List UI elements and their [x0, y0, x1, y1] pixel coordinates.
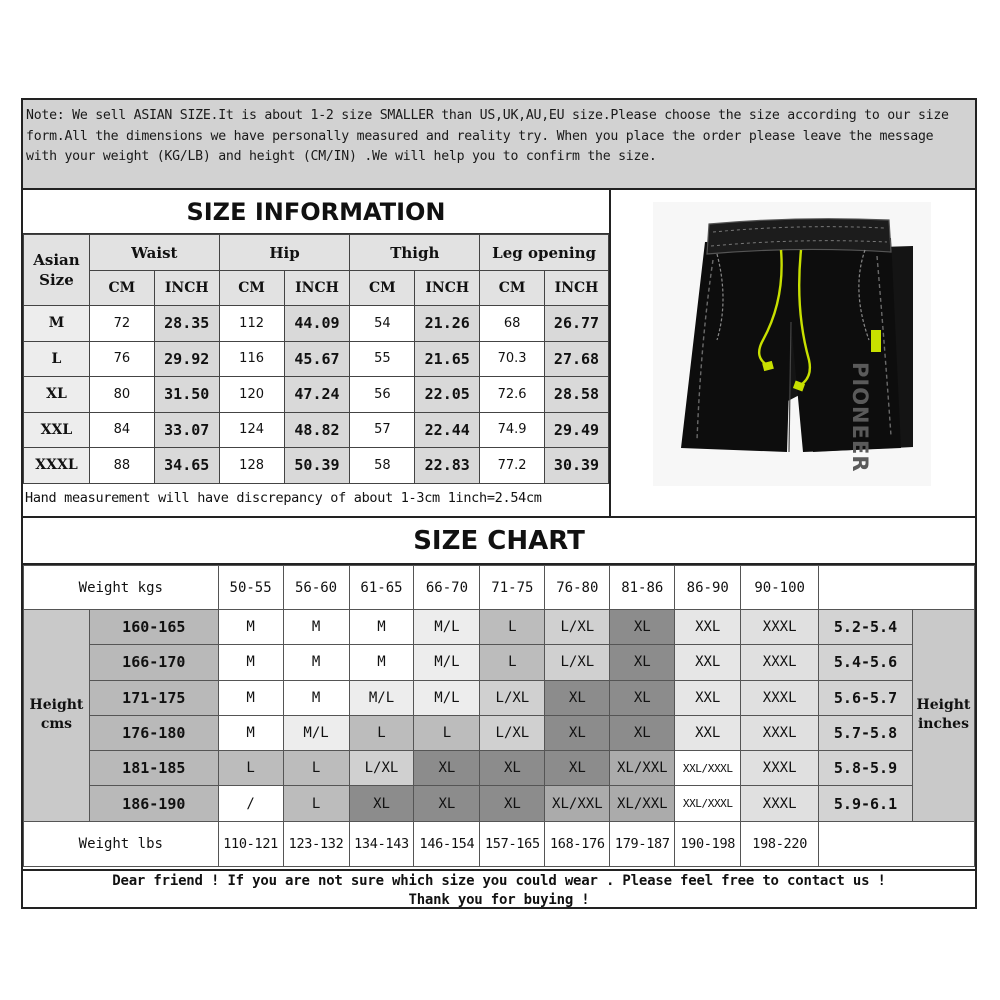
cm-value: 74.9 — [480, 412, 545, 448]
height-inch-range: 5.9-6.1 — [819, 786, 913, 821]
inch-value: 26.77 — [545, 306, 609, 342]
size-recommendation: XXL — [675, 680, 741, 715]
height-cms-label: Height cms — [24, 610, 90, 822]
height-cm-range: 176-180 — [89, 715, 218, 750]
size-recommendation: XL — [545, 751, 610, 786]
cm-value: 124 — [219, 412, 284, 448]
size-information-title: SIZE INFORMATION — [23, 190, 609, 234]
size-recommendation: M/L — [414, 610, 480, 645]
cm-value: 56 — [350, 377, 415, 413]
size-recommendation: XL — [414, 751, 480, 786]
inch-value: 34.65 — [154, 448, 219, 484]
size-recommendation: M/L — [283, 715, 349, 750]
size-recommendation: XL — [414, 786, 480, 821]
height-row — [24, 715, 975, 750]
size-recommendation: M/L — [414, 645, 480, 680]
size-recommendation: XXXL — [741, 715, 819, 750]
size-recommendation: L — [349, 715, 414, 750]
size-recommendation: XXXL — [741, 645, 819, 680]
inch-value: 47.24 — [284, 377, 350, 413]
size-chart-rows — [24, 566, 975, 867]
waist-header: Waist — [89, 235, 219, 271]
shorts-illustration — [613, 190, 975, 516]
size-chart-title: SIZE CHART — [23, 516, 975, 565]
cm-value: 58 — [350, 448, 415, 484]
height-row — [24, 751, 975, 786]
size-recommendation: L/XL — [545, 645, 610, 680]
size-recommendation: M — [218, 645, 283, 680]
thigh-header: Thigh — [350, 235, 480, 271]
size-recommendation: XL — [610, 610, 675, 645]
unit-cm: CM — [350, 271, 415, 306]
height-inches-label: Height inches — [912, 610, 974, 822]
weight-kgs-value: 86-90 — [675, 566, 741, 610]
size-recommendation: M — [283, 645, 349, 680]
size-recommendation: XL — [610, 715, 675, 750]
size-recommendation: M — [283, 680, 349, 715]
cm-value: 84 — [89, 412, 154, 448]
inch-value: 28.58 — [545, 377, 609, 413]
size-recommendation: XL — [480, 786, 545, 821]
size-label: M — [24, 306, 90, 342]
size-recommendation: XXL — [675, 715, 741, 750]
cm-value: 116 — [219, 341, 284, 377]
cm-value: 128 — [219, 448, 284, 484]
cm-value: 68 — [480, 306, 545, 342]
size-recommendation: XL — [610, 645, 675, 680]
cm-value: 55 — [350, 341, 415, 377]
weight-lbs-label: Weight lbs — [24, 821, 219, 866]
size-recommendation: XXXL — [741, 786, 819, 821]
size-recommendation: XXXL — [741, 610, 819, 645]
weight-kgs-value: 61-65 — [349, 566, 414, 610]
size-recommendation: XL — [545, 680, 610, 715]
size-recommendation: XL — [545, 715, 610, 750]
cm-value: 57 — [350, 412, 415, 448]
cm-value: 72 — [89, 306, 154, 342]
cm-value: 77.2 — [480, 448, 545, 484]
size-label: XL — [24, 377, 90, 413]
weight-kgs-value: 50-55 — [218, 566, 283, 610]
blank-cell — [819, 821, 975, 866]
footer-message — [23, 869, 975, 907]
size-chart-table — [23, 565, 975, 867]
unit-inch: INCH — [545, 271, 609, 306]
cm-value: 120 — [219, 377, 284, 413]
height-row — [24, 786, 975, 821]
inch-value: 30.39 — [545, 448, 609, 484]
size-label: L — [24, 341, 90, 377]
size-recommendation: XXL — [675, 610, 741, 645]
inch-value: 33.07 — [154, 412, 219, 448]
inch-value: 27.68 — [545, 341, 609, 377]
size-recommendation: M — [218, 680, 283, 715]
cm-value: 88 — [89, 448, 154, 484]
size-recommendation: XL/XXL — [610, 786, 675, 821]
size-recommendation: XXL/XXXL — [675, 786, 741, 821]
height-cm-range: 171-175 — [89, 680, 218, 715]
size-recommendation: L/XL — [480, 680, 545, 715]
size-recommendation: L — [480, 610, 545, 645]
weight-kgs-value: 81-86 — [610, 566, 675, 610]
size-recommendation: XL/XXL — [610, 751, 675, 786]
cm-value: 70.3 — [480, 341, 545, 377]
unit-inch: INCH — [284, 271, 350, 306]
size-recommendation: M — [218, 610, 283, 645]
height-inch-range: 5.6-5.7 — [819, 680, 913, 715]
size-recommendation: L/XL — [349, 751, 414, 786]
size-recommendation: M — [349, 645, 414, 680]
hip-header: Hip — [219, 235, 350, 271]
size-recommendation: / — [218, 786, 283, 821]
size-recommendation: L — [283, 786, 349, 821]
inch-value: 22.83 — [415, 448, 480, 484]
weight-kgs-label: Weight kgs — [24, 566, 219, 610]
height-cm-range: 166-170 — [89, 645, 218, 680]
inch-value: 22.44 — [415, 412, 480, 448]
height-inch-range: 5.4-5.6 — [819, 645, 913, 680]
weight-kgs-value: 56-60 — [283, 566, 349, 610]
weight-kgs-value: 76-80 — [545, 566, 610, 610]
size-recommendation: XXL/XXXL — [675, 751, 741, 786]
inch-value: 21.26 — [415, 306, 480, 342]
cm-value: 76 — [89, 341, 154, 377]
unit-cm: CM — [89, 271, 154, 306]
size-row — [24, 448, 609, 484]
weight-kgs-value: 71-75 — [480, 566, 545, 610]
unit-cm: CM — [480, 271, 545, 306]
asian-size-header: Asian Size — [24, 235, 90, 306]
weight-lbs-value: 198-220 — [741, 821, 819, 866]
height-row — [24, 645, 975, 680]
height-cm-range: 186-190 — [89, 786, 218, 821]
size-row — [24, 377, 609, 413]
cm-value: 80 — [89, 377, 154, 413]
measurement-note: Hand measurement will have discrepancy of about 1-3cm 1inch=2.54cm — [25, 490, 542, 506]
inch-value: 44.09 — [284, 306, 350, 342]
blank-cell — [819, 566, 975, 610]
cm-value: 54 — [350, 306, 415, 342]
height-inch-range: 5.7-5.8 — [819, 715, 913, 750]
size-row — [24, 306, 609, 342]
size-note-banner: Note: We sell ASIAN SIZE.It is about 1-2 size SMALLER than US,UK,AU,EU size.Please choose the size according to our size form.All the dimensions we have personally measured and reality try. When you place the order please leave the message with your weight (KG/LB) and height (CM/IN) .We will help you to confirm the size. — [23, 100, 975, 190]
size-information-table — [23, 234, 609, 484]
height-inch-range: 5.8-5.9 — [819, 751, 913, 786]
inch-value: 31.50 — [154, 377, 219, 413]
weight-lbs-value: 179-187 — [610, 821, 675, 866]
size-recommendation: L/XL — [545, 610, 610, 645]
size-recommendation: L/XL — [480, 715, 545, 750]
cm-value: 112 — [219, 306, 284, 342]
inch-value: 28.35 — [154, 306, 219, 342]
weight-lbs-value: 157-165 — [480, 821, 545, 866]
size-recommendation: XXXL — [741, 680, 819, 715]
inch-value: 22.05 — [415, 377, 480, 413]
inch-value: 21.65 — [415, 341, 480, 377]
size-row — [24, 412, 609, 448]
weight-kgs-value: 90-100 — [741, 566, 819, 610]
height-row — [24, 610, 975, 645]
size-guide-sheet — [21, 98, 977, 909]
size-recommendation: XXXL — [741, 751, 819, 786]
weight-lbs-value: 110-121 — [218, 821, 283, 866]
footer-line-1: Dear friend ! If you are not sure which size you could wear . Please feel free to contact us ! — [112, 873, 886, 889]
size-recommendation: M — [218, 715, 283, 750]
weight-lbs-value: 168-176 — [545, 821, 610, 866]
size-row — [24, 341, 609, 377]
inch-value: 29.92 — [154, 341, 219, 377]
weight-lbs-value: 146-154 — [414, 821, 480, 866]
height-inch-range: 5.2-5.4 — [819, 610, 913, 645]
weight-lbs-value: 190-198 — [675, 821, 741, 866]
size-recommendation: M/L — [414, 680, 480, 715]
size-recommendation: XL — [349, 786, 414, 821]
inch-value: 48.82 — [284, 412, 350, 448]
size-recommendation: XL — [480, 751, 545, 786]
size-recommendation: XL/XXL — [545, 786, 610, 821]
weight-kgs-row — [24, 566, 975, 610]
pioneer-logo: PIONEER — [848, 362, 872, 473]
weight-lbs-value: 123-132 — [283, 821, 349, 866]
size-label: XXL — [24, 412, 90, 448]
size-recommendation: M — [349, 610, 414, 645]
size-recommendation: XL — [610, 680, 675, 715]
size-recommendation: XXL — [675, 645, 741, 680]
unit-cm: CM — [219, 271, 284, 306]
size-recommendation: M/L — [349, 680, 414, 715]
height-row — [24, 680, 975, 715]
cm-value: 72.6 — [480, 377, 545, 413]
inch-value: 29.49 — [545, 412, 609, 448]
size-recommendation: M — [283, 610, 349, 645]
size-recommendation: L — [218, 751, 283, 786]
weight-lbs-value: 134-143 — [349, 821, 414, 866]
size-information-rows — [24, 306, 609, 484]
height-cm-range: 181-185 — [89, 751, 218, 786]
inch-value: 50.39 — [284, 448, 350, 484]
size-information-section — [23, 190, 611, 516]
size-label: XXXL — [24, 448, 90, 484]
unit-inch: INCH — [154, 271, 219, 306]
inch-value: 45.67 — [284, 341, 350, 377]
size-recommendation: L — [283, 751, 349, 786]
product-image — [613, 190, 975, 516]
size-recommendation: L — [480, 645, 545, 680]
height-cm-range: 160-165 — [89, 610, 218, 645]
weight-kgs-value: 66-70 — [414, 566, 480, 610]
footer-line-2: Thank you for buying ! — [408, 892, 590, 908]
leg-opening-header: Leg opening — [480, 235, 609, 271]
weight-lbs-row — [24, 821, 975, 866]
size-recommendation: L — [414, 715, 480, 750]
unit-inch: INCH — [415, 271, 480, 306]
